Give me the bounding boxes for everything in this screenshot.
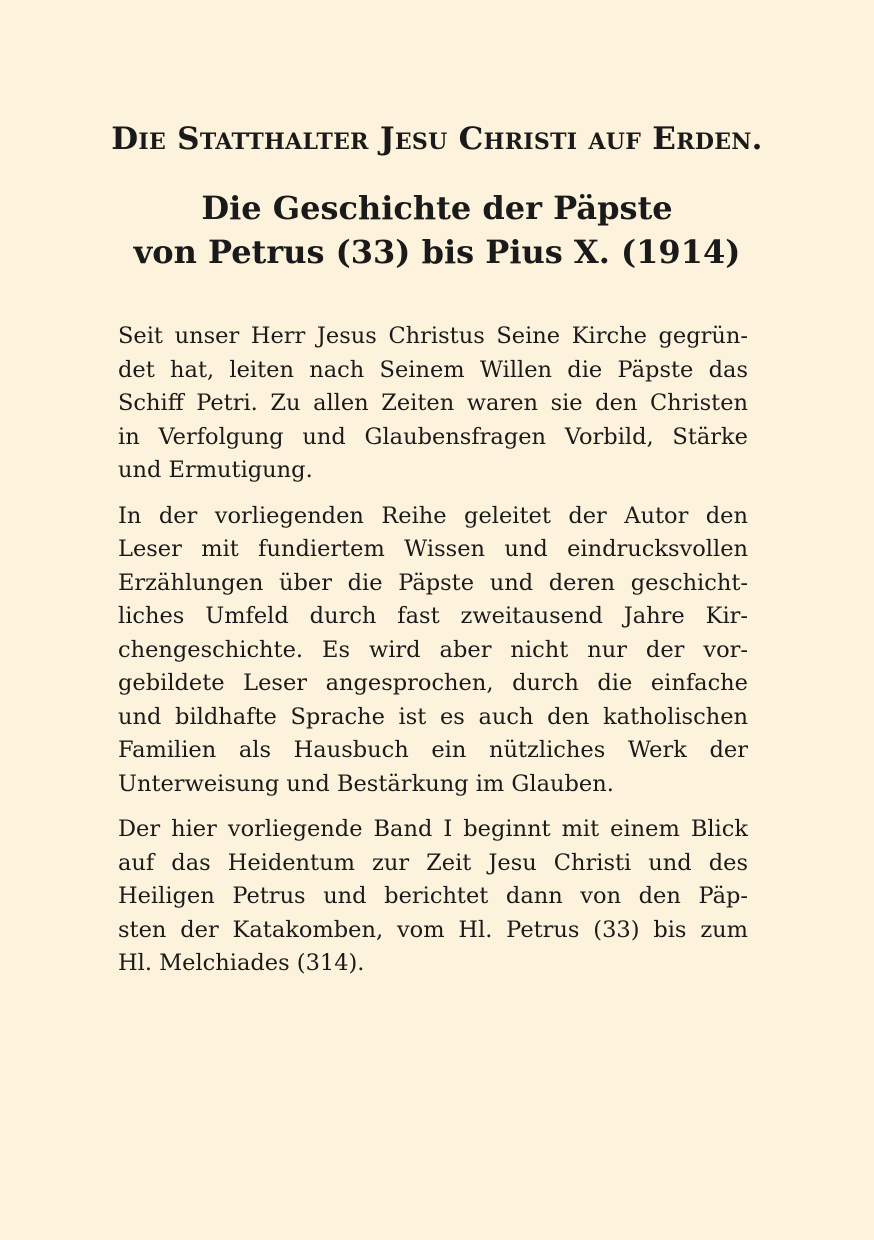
paragraph-3 — [118, 813, 748, 981]
text-line: Schiff Petri. Zu allen Zeiten waren sie den Christen — [118, 390, 748, 416]
text-line: In der vorliegenden Reihe geleitet der Autor den — [118, 502, 748, 529]
text-line: liches Umfeld durch fast zweitausend Jahre Kir- — [118, 603, 748, 629]
text-line: Seit unser Herr Jesus Christus Seine Kirche gegrün- — [118, 323, 748, 349]
subtitle-line: von Petrus (33) bis Pius X. (1914) — [133, 233, 741, 271]
text-line: Heiligen Petrus und berichtet dann von den Päp- — [118, 883, 748, 909]
text-line: in Verfolgung und Glaubensfragen Vorbild, Stärke — [118, 423, 748, 450]
text-line: chengeschichte. Es wird aber nicht nur der vor- — [118, 636, 748, 663]
text-line: sten der Katakomben, vom Hl. Petrus (33) bis zum — [118, 916, 748, 943]
paragraph-2 — [118, 500, 748, 802]
page-subtitle — [0, 186, 874, 274]
paragraph-1 — [118, 320, 748, 488]
text-line: Leser mit fundiertem Wissen und eindrucksvollen — [118, 536, 748, 562]
text-line: det hat, leiten nach Seinem Willen die Päpste das — [118, 356, 748, 383]
page-heading: Die Statthalter Jesu Christi auf Erden. — [111, 121, 763, 157]
body-text — [118, 320, 748, 993]
text-line: Erzählungen über die Päpste und deren geschicht- — [118, 569, 748, 596]
text-line: Hl. Melchiades (314). — [118, 950, 365, 976]
text-line: auf das Heidentum zur Zeit Jesu Christi und des — [118, 849, 748, 876]
text-line: Unterweisung und Bestärkung im Glauben. — [118, 770, 614, 797]
text-line: und Ermutigung. — [118, 457, 313, 483]
text-line: Familien als Hausbuch ein nützliches Werk der — [118, 737, 748, 763]
text-line: Der hier vorliegende Band I beginnt mit einem Blick — [118, 816, 748, 842]
text-line: gebildete Leser angesprochen, durch die einfache — [118, 670, 748, 696]
subtitle-line: Die Geschichte der Päpste — [201, 189, 673, 227]
text-line: und bildhafte Sprache ist es auch den katholischen — [118, 703, 748, 730]
